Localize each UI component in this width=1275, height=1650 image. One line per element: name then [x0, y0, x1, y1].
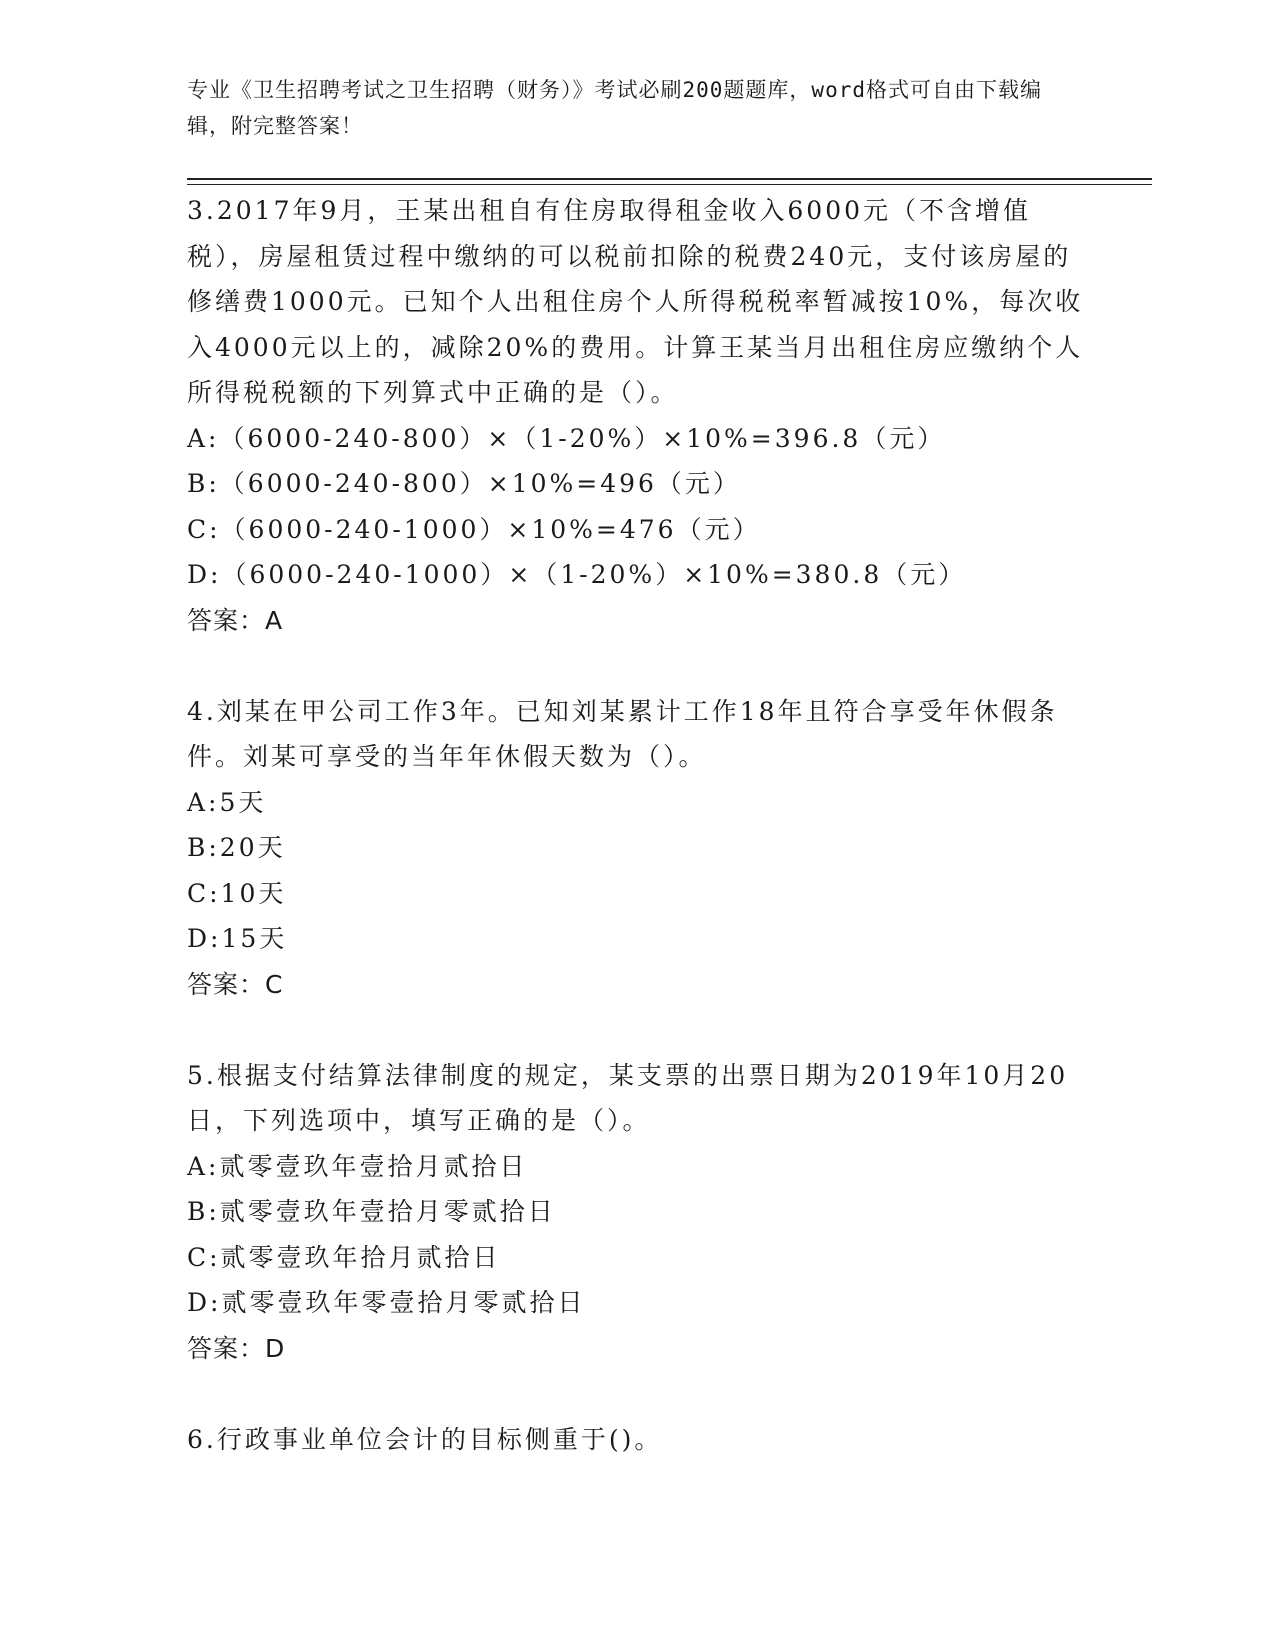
document-header — [187, 72, 1067, 144]
question-stem: 5.根据支付结算法律制度的规定，某支票的出票日期为2019年10月20日，下列选项中，填写正确的是（）。 — [187, 1060, 1069, 1135]
option-a: A:（6000-240-800）×（1-20%）×10%=396.8（元） — [187, 423, 946, 453]
question-spacer — [187, 1007, 1087, 1053]
option-b: B:（6000-240-800）×10%=496（元） — [187, 469, 741, 498]
question-spacer — [187, 1371, 1087, 1417]
question-stem: 6.行政事业单位会计的目标侧重于()。 — [187, 1424, 663, 1454]
option-d: D:贰零壹玖年零壹拾月零贰拾日 — [187, 1288, 586, 1317]
option-a: A:5天 — [187, 787, 267, 817]
header-text: 专业《卫生招聘考试之卫生招聘（财务）》考试必刷200题题库，word格式可自由下载编辑，附完整答案！ — [187, 78, 1042, 138]
option-b: B:贰零壹玖年壹拾月零贰拾日 — [187, 1197, 556, 1226]
header-divider-thin — [187, 184, 1152, 185]
option-d: D:15天 — [187, 924, 288, 953]
question-stem: 3.2017年9月，王某出租自有住房取得租金收入6000元（不含增值税），房屋租赁过程中缴纳的可以税前扣除的税费240元，支付该房屋的修缮费1000元。已知个人出租住房个人所得税税率暂减按10%，每次收入4000元以上的，减除20%的费用。计算王某当月出租住房应缴纳个人所得税税额的下列算式中正确的是（）。 — [187, 196, 1084, 407]
option-c: C:10天 — [187, 878, 287, 908]
question-5 — [187, 1053, 1087, 1372]
question-list — [187, 188, 1087, 1462]
option-d: D:（6000-240-1000）×（1-20%）×10%=380.8（元） — [187, 560, 967, 589]
option-c: C:贰零壹玖年拾月贰拾日 — [187, 1242, 501, 1272]
option-b: B:20天 — [187, 833, 286, 862]
answer: 答案：C — [187, 969, 284, 999]
answer: 答案：A — [187, 605, 284, 635]
header-divider-thick — [187, 178, 1152, 180]
question-spacer — [187, 643, 1087, 689]
option-c: C:（6000-240-1000）×10%=476（元） — [187, 514, 761, 544]
option-a: A:贰零壹玖年壹拾月贰拾日 — [187, 1151, 528, 1181]
question-stem: 4.刘某在甲公司工作3年。已知刘某累计工作18年且符合享受年休假条件。刘某可享受的当年年休假天数为（）。 — [187, 696, 1058, 771]
question-3 — [187, 188, 1087, 643]
answer: 答案：D — [187, 1333, 286, 1363]
question-4 — [187, 689, 1087, 1008]
question-6 — [187, 1417, 1087, 1463]
